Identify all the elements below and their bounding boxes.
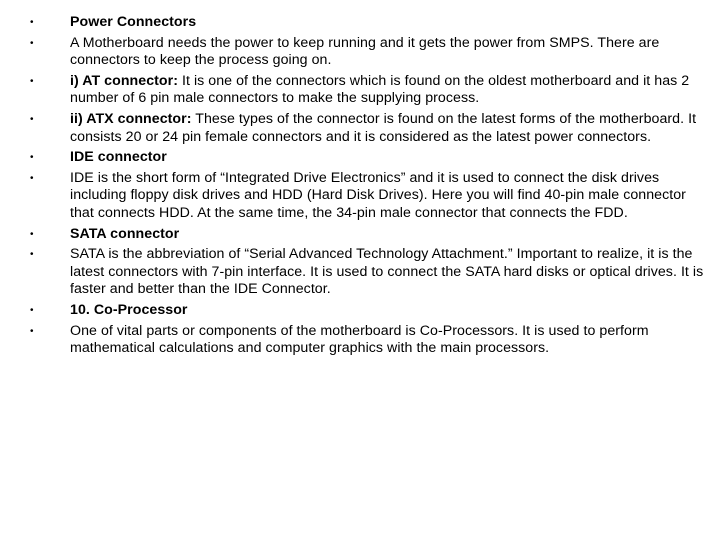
bullet-text: These types of the connector is found on the latest forms of the motherboard. It consists 20 or 24 pin female connectors and it is considered as the latest power connectors. <box>70 110 697 145</box>
bullet-dot-icon: • <box>30 152 34 164</box>
bullet-dot-icon: • <box>30 325 34 337</box>
bullet-dot-icon: • <box>30 172 34 184</box>
bullet-dot-icon: • <box>30 113 34 125</box>
bullet-heading: IDE connector <box>70 149 167 166</box>
bullet-dot-icon: • <box>30 304 34 316</box>
bullet-text: IDE is the short form of “Integrated Drive Electronics” and it is used to connect the disk drives including floppy disk drives and HDD (Hard Disk Drives). Here you will find 40-pin male connector that connects HDD. At the same time, the 34-pin male connector that connects the FDD. <box>70 169 686 221</box>
bullet-list <box>30 14 710 361</box>
bullet-dot-icon: • <box>30 249 34 261</box>
bullet-text: SATA is the abbreviation of “Serial Advanced Technology Attachment.” Important to realize, it is the latest connectors with 7-pin interface. It is used to connect the SATA hard disks or optical drives. It is faster and better than the IDE Connector. <box>70 246 704 298</box>
bullet-heading: i) AT connector: <box>70 72 178 89</box>
bullet-heading: SATA connector <box>70 225 180 242</box>
bullet-heading: 10. Co-Processor <box>70 301 188 318</box>
bullet-text: One of vital parts or components of the motherboard is Co-Processors. It is used to perform mathematical calculations and computer graphics with the main processors. <box>70 322 649 357</box>
bullet-item <box>30 14 710 32</box>
bullet-heading: ii) ATX connector: <box>70 110 192 127</box>
bullet-dot-icon: • <box>30 228 34 240</box>
bullet-dot-icon: • <box>30 37 34 49</box>
bullet-item <box>30 35 710 70</box>
bullet-item <box>30 170 710 223</box>
bullet-item <box>30 111 710 146</box>
bullet-item <box>30 73 710 108</box>
bullet-item <box>30 226 710 244</box>
bullet-item <box>30 323 710 358</box>
bullet-dot-icon: • <box>30 75 34 87</box>
bullet-heading: Power Connectors <box>70 14 197 30</box>
bullet-dot-icon: • <box>30 17 34 28</box>
bullet-text: A Motherboard needs the power to keep running and it gets the power from SMPS. There are connectors to keep the process going on. <box>70 34 660 69</box>
bullet-item <box>30 149 710 167</box>
bullet-item <box>30 246 710 299</box>
bullet-text: It is one of the connectors which is found on the oldest motherboard and it has 2 number of 6 pin male connectors to make the supplying process. <box>70 72 690 107</box>
bullet-item <box>30 302 710 320</box>
